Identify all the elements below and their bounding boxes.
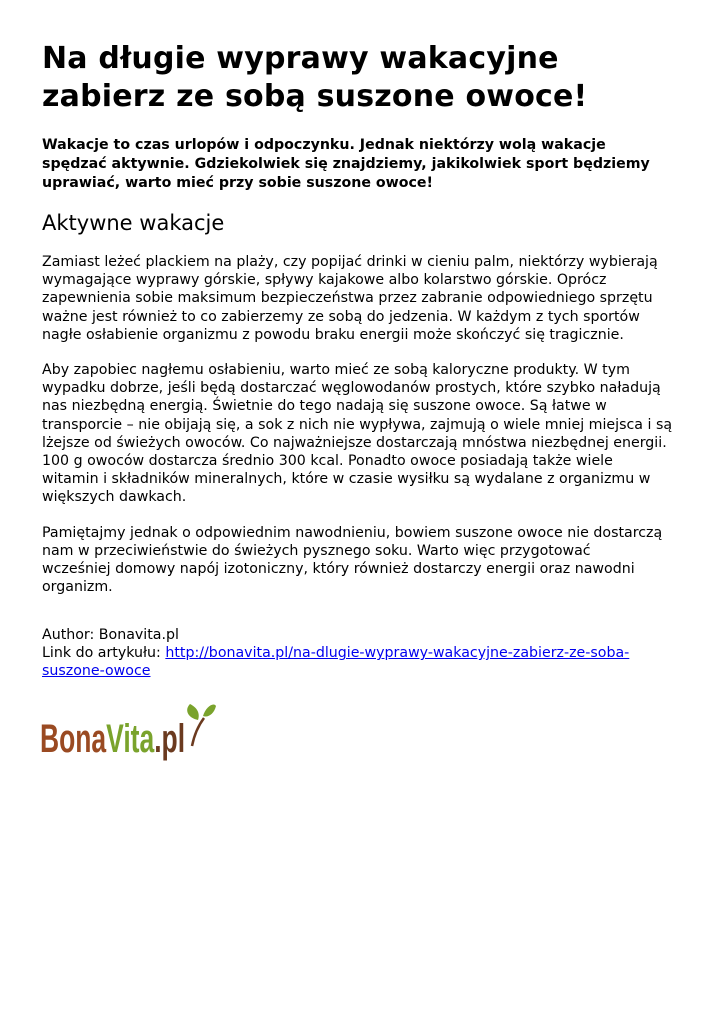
article-link-text: http://bonavita.pl/na-dlugie-wyprawy-wakacyjne-zabierz-ze-soba- [165, 645, 630, 662]
article-title [42, 40, 687, 116]
paragraph-3 [42, 524, 687, 597]
link-label: Link do artykułu: [42, 645, 166, 662]
article-meta [42, 626, 629, 681]
logo-bona: Bona [40, 716, 118, 761]
paragraph-line: nas niezbędną energią. Świetnie do tego nadają się suszone owoce. Są łatwe w [42, 398, 607, 415]
author-line: Author: Bonavita.pl [42, 627, 179, 643]
title-line: Na długie wyprawy wakacyjne [42, 41, 559, 76]
lead-line: uprawiać, warto mieć przy sobie suszone owoce! [42, 175, 434, 191]
article-link[interactable] [165, 645, 629, 661]
paragraph-2 [42, 361, 687, 507]
paragraph-line: witamin i składników mineralnych, które w czasie wysiłku są wydalane z organizmu w [42, 471, 651, 488]
article-link-line [42, 644, 629, 662]
article-link-line-2 [42, 662, 629, 680]
lead-line: Wakacje to czas urlopów i odpoczynku. Jednak niektórzy wolą wakacje [42, 137, 606, 153]
paragraph-line: lżejsze od świeżych owoców. Co najważniejsze dostarczają mnóstwa niezbędnej energii. [42, 434, 667, 451]
logo-pl: .pl [154, 716, 191, 761]
article [42, 40, 687, 596]
paragraph-line: transporcie – nie obijają się, a sok z nich nie wypływa, zajmują o wiele mniej miejsca i są [42, 416, 673, 433]
paragraph-line: Pamiętajmy jednak o odpowiednim nawodnieniu, bowiem suszone owoce nie dostarczą [42, 524, 663, 541]
article-link-continued[interactable] [42, 663, 151, 679]
paragraph-1 [42, 253, 687, 344]
svg-text:BonaVita.pl [40, 716, 191, 761]
article-lead [42, 136, 687, 193]
leaf-icon [187, 704, 216, 746]
paragraph-line: organizm. [42, 579, 113, 596]
paragraph-line: zapewnienia sobie maksimum bezpieczeństwa przez zabranie odpowiedniego sprzętu [42, 290, 653, 307]
paragraph-line: nagłe osłabienie organizmu z powodu braku energii może skończyć się tragicznie. [42, 326, 624, 343]
article-link-text: suszone-owoce [42, 663, 151, 680]
paragraph-line: nam w przeciwieństwie do świeżych pysznego soku. Warto więc przygotować [42, 542, 591, 559]
paragraph-line: 100 g owoców dostarcza średnio 300 kcal. Ponadto owoce posiadają także wiele [42, 453, 613, 470]
lead-line: spędzać aktywnie. Gdziekolwiek się znajdziemy, jakikolwiek sport będziemy [42, 156, 650, 172]
paragraph-line: ważne jest również to co zabierzemy ze sobą do jedzenia. W każdym z tych sportów [42, 308, 640, 325]
paragraph-line: większych dawkach. [42, 489, 187, 506]
title-line: zabierz ze sobą suszone owoce! [42, 79, 588, 114]
section-heading: Aktywne wakacje [42, 211, 225, 235]
logo-vita: Vita [106, 716, 163, 761]
paragraph-line: wymagające wyprawy górskie, spływy kajakowe albo kolarstwo górskie. Oprócz [42, 272, 607, 289]
paragraph-line: wypadku dobrze, jeśli będą dostarczać węglowodanów prostych, które szybko naładują [42, 380, 661, 397]
paragraph-line: wcześniej domowy napój izotoniczny, który również dostarczy energii oraz nawodni [42, 561, 635, 578]
paragraph-line: Aby zapobiec nagłemu osłabieniu, warto mieć ze sobą kaloryczne produkty. W tym [42, 362, 630, 379]
paragraph-line: Zamiast leżeć plackiem na plaży, czy popijać drinki w cieniu palm, niektórzy wybierają [42, 254, 658, 270]
bonavita-logo [40, 698, 216, 768]
